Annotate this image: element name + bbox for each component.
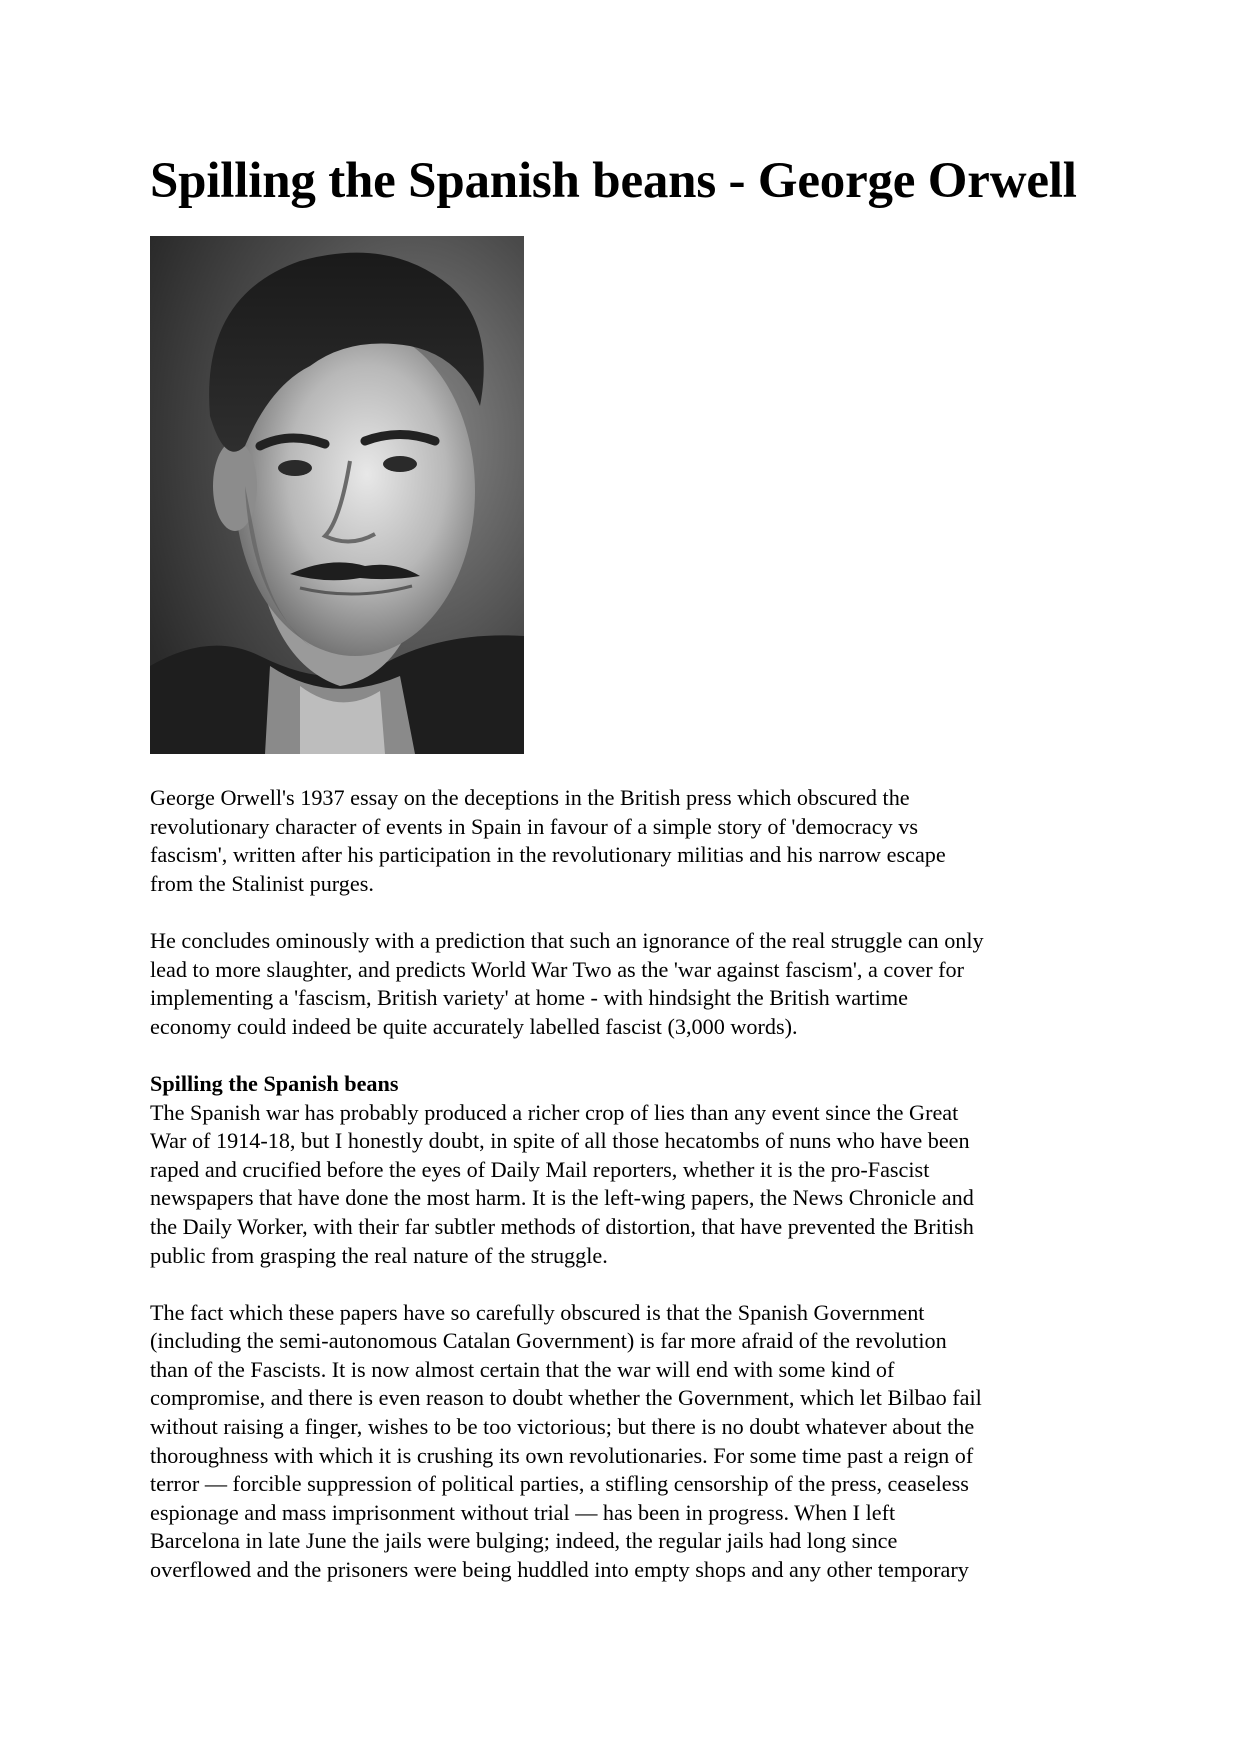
document-body	[150, 784, 1100, 1613]
text-line: The Spanish war has probably produced a richer crop of lies than any event since the Great	[150, 1099, 959, 1125]
intro-paragraph	[150, 927, 1100, 1041]
text-line: compromise, and there is even reason to doubt whether the Government, which let Bilbao fail	[150, 1385, 982, 1411]
text-line: than of the Fascists. It is now almost certain that the war will end with some kind of	[150, 1356, 895, 1382]
text-line: The fact which these papers have so carefully obscured is that the Spanish Government	[150, 1299, 925, 1325]
text-line: George Orwell's 1937 essay on the deceptions in the British press which obscured the	[150, 785, 910, 810]
text-line: without raising a finger, wishes to be too victorious; but there is no doubt whatever about the	[150, 1414, 975, 1440]
text-line: thoroughness with which it is crushing its own revolutionaries. For some time past a reign of	[150, 1442, 974, 1468]
section-heading: Spilling the Spanish beans	[150, 1070, 399, 1096]
author-portrait	[150, 236, 524, 754]
essay-paragraph	[150, 1299, 1100, 1585]
text-line: raped and crucified before the eyes of Daily Mail reporters, whether it is the pro-Fascist	[150, 1156, 930, 1182]
text-line: espionage and mass imprisonment without trial — has been in progress. When I left	[150, 1499, 896, 1525]
text-line: fascism', written after his participation in the revolutionary militias and his narrow escape	[150, 842, 946, 868]
text-line: lead to more slaughter, and predicts World War Two as the 'war against fascism', a cover for	[150, 956, 965, 982]
text-line: revolutionary character of events in Spain in favour of a simple story of 'democracy vs	[150, 813, 918, 839]
essay-paragraph	[150, 1070, 1100, 1270]
text-line: He concludes ominously with a prediction that such an ignorance of the real struggle can only	[150, 927, 984, 953]
text-line: economy could indeed be quite accurately labelled fascist (3,000 words).	[150, 1013, 798, 1039]
text-line: public from grasping the real nature of the struggle.	[150, 1242, 608, 1268]
intro-paragraph	[150, 784, 1100, 898]
text-line: (including the semi-autonomous Catalan Government) is far more afraid of the revolution	[150, 1328, 947, 1354]
text-line: implementing a 'fascism, British variety' at home - with hindsight the British wartime	[150, 985, 908, 1011]
text-line: Barcelona in late June the jails were bulging; indeed, the regular jails had long since	[150, 1528, 898, 1554]
portrait-image	[150, 236, 524, 754]
text-line: War of 1914-18, but I honestly doubt, in spite of all those hecatombs of nuns who have been	[150, 1128, 970, 1154]
text-line: newspapers that have done the most harm. It is the left-wing papers, the News Chronicle and	[150, 1185, 974, 1211]
text-line: from the Stalinist purges.	[150, 870, 374, 896]
text-line: the Daily Worker, with their far subtler methods of distortion, that have prevented the British	[150, 1213, 974, 1239]
text-line: overflowed and the prisoners were being huddled into empty shops and any other temporary	[150, 1557, 969, 1583]
page-title: Spilling the Spanish beans - George Orwell	[150, 153, 1077, 209]
text-line: terror — forcible suppression of political parties, a stifling censorship of the press, ceaseless	[150, 1471, 969, 1497]
